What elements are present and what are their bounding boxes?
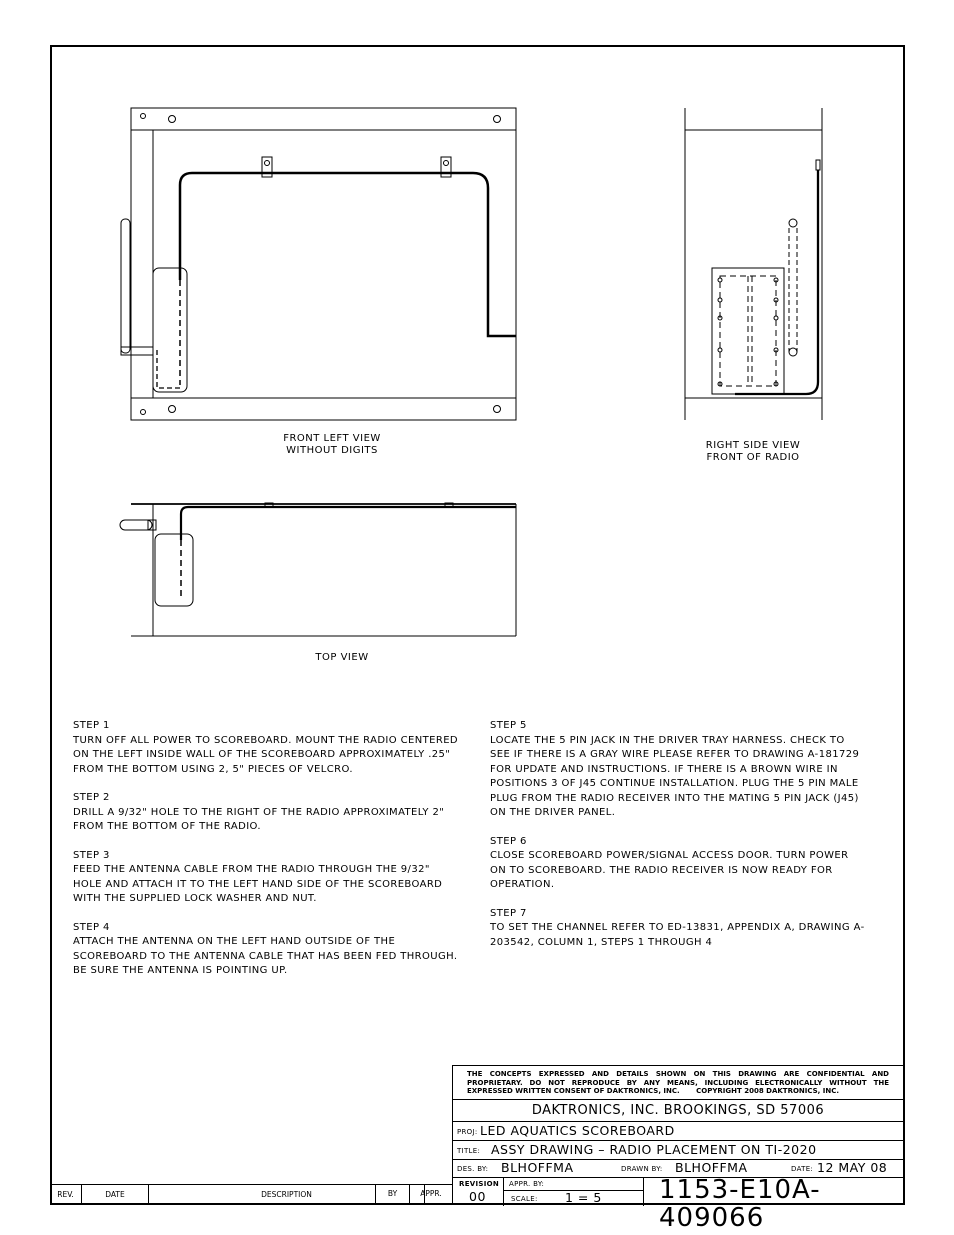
step-title: STEP 3: [73, 849, 110, 861]
cell-divider: [503, 1178, 504, 1206]
step-body: CLOSE SCOREBOARD POWER/SIGNAL ACCESS DOOR. TURN POWER ON TO SCOREBOARD. THE RADIO RECEIVER IS NOW READY FOR OPERATION.: [490, 850, 849, 890]
step-title: STEP 4: [73, 921, 110, 933]
step-3: [73, 849, 461, 907]
front-left-view: [121, 108, 516, 420]
scale-label: SCALE:: [511, 1195, 538, 1203]
step-1: [73, 719, 461, 777]
step-4: [73, 921, 461, 979]
title-block: [452, 1065, 904, 1233]
des-by-label: DES. BY:: [457, 1165, 489, 1173]
step-title: STEP 2: [73, 792, 110, 803]
caption-line: RIGHT SIDE VIEW: [705, 440, 801, 451]
step-2: [73, 791, 461, 835]
date-label: DATE:: [791, 1165, 814, 1173]
step-title: STEP 7: [490, 907, 527, 919]
project-row: [453, 1122, 903, 1141]
proj-label: PROJ:: [457, 1128, 478, 1136]
caption-line: WITHOUT DIGITS: [286, 445, 378, 456]
date-column-header: DATE: [82, 1185, 149, 1205]
scale-value: 1 = 5: [565, 1190, 602, 1205]
rev-column-header: REV.: [50, 1185, 82, 1205]
top-view-caption: [292, 652, 392, 664]
company-name: DAKTRONICS, INC. BROOKINGS, SD 57006: [453, 1100, 903, 1122]
designer-name: BLHOFFMA: [501, 1160, 574, 1175]
project-name: LED AQUATICS SCOREBOARD: [480, 1123, 675, 1138]
step-title: STEP 5: [490, 720, 527, 731]
step-body: TURN OFF ALL POWER TO SCOREBOARD. MOUNT THE RADIO CENTERED ON THE LEFT INSIDE WALL OF THE SCOREBOARD APPROXIMATELY .25" FROM THE BOTTOM USING 2, 5" PIECES OF VELCRO.: [73, 734, 459, 775]
steps-right-column: [490, 719, 868, 964]
drawn-by-label: DRAWN BY:: [621, 1165, 663, 1173]
revision-label: REVISION: [459, 1180, 500, 1188]
step-title: STEP 6: [490, 835, 527, 847]
appr-by-label: APPR. BY:: [509, 1180, 545, 1188]
step-body: TO SET THE CHANNEL REFER TO ED-13831, APPENDIX A, DRAWING A-203542, COLUMN 1, STEPS 1 THROUGH 4: [490, 922, 865, 948]
drawing-title: ASSY DRAWING – RADIO PLACEMENT ON TI-2020: [491, 1142, 817, 1157]
caption-line: TOP VIEW: [315, 652, 369, 663]
caption-line: FRONT LEFT VIEW: [283, 433, 381, 444]
notice-text: THE CONCEPTS EXPRESSED AND DETAILS SHOWN ON THIS DRAWING ARE CONFIDENTIAL AND PROPRIETARY. DO NOT REPRODUCE BY ANY MEANS, INCLUDING ELECTRONICALLY WITHOUT THE EXPRESSED WRITTEN CONSENT OF DAKTRONICS, INC.: [467, 1070, 889, 1095]
title-label: TITLE:: [457, 1147, 481, 1155]
cell-divider: [643, 1178, 644, 1206]
drawing-number: 1153-E10A-409066: [659, 1175, 821, 1233]
step-6: [490, 835, 868, 893]
step-body: FEED THE ANTENNA CABLE FROM THE RADIO THROUGH THE 9/32" HOLE AND ATTACH IT TO THE LEFT HAND SIDE OF THE SCOREBOARD WITH THE SUPPLIED LOCK WASHER AND NUT.: [73, 864, 443, 904]
appr-column-header: APPR.: [420, 1189, 442, 1198]
revision-value: 00: [469, 1189, 486, 1204]
step-title: STEP 1: [73, 720, 110, 731]
by-column-label: BY: [375, 1184, 410, 1205]
step-body: ATTACH THE ANTENNA ON THE LEFT HAND OUTSIDE OF THE SCOREBOARD TO THE ANTENNA CABLE THAT HAS BEEN FED THROUGH. BE SURE THE ANTENNA IS POINTING UP.: [73, 936, 458, 976]
step-7: [490, 907, 868, 951]
steps-left-column: [73, 719, 461, 993]
right-side-view: [685, 108, 822, 420]
confidentiality-notice: [453, 1066, 903, 1100]
title-row: [453, 1141, 903, 1160]
caption-line: FRONT OF RADIO: [706, 452, 800, 463]
copyright-text: COPYRIGHT 2008 DAKTRONICS, INC.: [696, 1087, 840, 1095]
drawing-date: 12 MAY 08: [817, 1160, 888, 1175]
step-5: [490, 719, 868, 821]
drafter-name: BLHOFFMA: [675, 1160, 748, 1175]
description-column-header: DESCRIPTION: [149, 1185, 425, 1205]
right-side-view-caption: [683, 440, 823, 464]
top-view: [120, 503, 516, 636]
step-body: LOCATE THE 5 PIN JACK IN THE DRIVER TRAY HARNESS. CHECK TO SEE IF THERE IS A GRAY WIRE PLEASE REFER TO DRAWING A-181729 FOR UPDATE AND INSTRUCTIONS. IF THERE IS A BROWN WIRE IN POSITIONS 3 OF J45 CONTINUE INSTALLATION. PLUG THE 5 PIN MALE PLUG FROM THE RADIO RECEIVER INTO THE MATING 5 PIN JACK (J45) ON THE DRIVER PANEL.: [490, 734, 860, 818]
front-left-view-caption: [262, 433, 402, 457]
step-body: DRILL A 9/32" HOLE TO THE RIGHT OF THE RADIO APPROXIMATELY 2" FROM THE BOTTOM OF THE RADIO.: [73, 806, 445, 832]
